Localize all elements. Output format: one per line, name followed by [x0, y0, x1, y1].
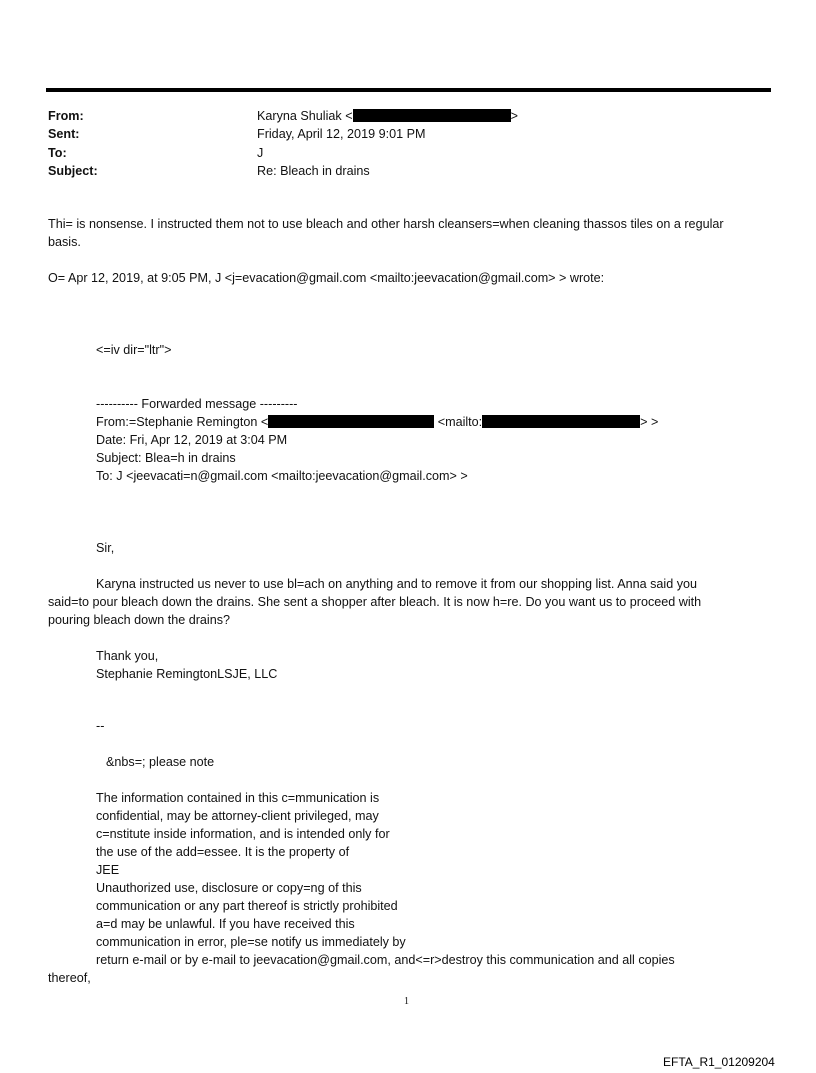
from-row: [48, 107, 768, 125]
forwarded-to: To: J <jeevacati=n@gmail.com <mailto:jeevacation@gmail.com> >: [96, 469, 468, 483]
redaction-bar: [353, 109, 511, 122]
salutation: Sir,: [96, 541, 115, 555]
disclaimer-line: The information contained in this c=mmunication is: [96, 791, 380, 805]
paragraph-line-1: Karyna instructed us never to use bl=ach on anything and to remove it from our shopping list. Anna said you: [96, 577, 698, 591]
div-line: <=iv dir="ltr">: [96, 343, 172, 357]
sent-row: [48, 125, 768, 143]
redaction-bar: [482, 415, 640, 428]
forwarded-separator: ---------- Forwarded message ---------: [96, 397, 298, 411]
forwarded-from: [96, 413, 658, 431]
from-close: >: [510, 109, 518, 123]
sent-label: Sent:: [48, 127, 80, 142]
redaction-bar: [268, 415, 434, 428]
reply-line-1: Thi= is nonsense. I instructed them not to use bleach and other harsh cleansers=when cleaning thassos tiles on a regular: [48, 217, 724, 231]
forwarded-from-mailto: <mailto:: [434, 415, 483, 429]
signature-dashes: --: [96, 719, 105, 733]
paragraph-line-3: pouring bleach down the drains?: [48, 613, 231, 627]
from-label: From:: [48, 109, 84, 123]
disclaimer-line: confidential, may be attorney-client privileged, may: [96, 809, 379, 823]
disclaimer-line: communication or any part thereof is strictly prohibited: [96, 899, 398, 913]
subject-label: Subject:: [48, 163, 98, 178]
thanks: Thank you,: [96, 649, 159, 663]
disclaimer-line: JEE: [96, 863, 120, 877]
disclaimer-line: the use of the add=essee. It is the property of: [96, 845, 350, 859]
from-value: [257, 107, 518, 125]
please-note: &nbs=; please note: [106, 755, 215, 769]
disclaimer-line: c=nstitute inside information, and is intended only for: [96, 827, 390, 841]
sent-value: Friday, April 12, 2019 9:01 PM: [257, 127, 426, 142]
document-id: EFTA_R1_01209204: [663, 1055, 775, 1069]
disclaimer-line: a=d may be unlawful. If you have received this: [96, 917, 355, 931]
paragraph-line-2: said=to pour bleach down the drains. She sent a shopper after bleach. It is now h=re. Do you want us to proceed with: [48, 595, 702, 609]
reply-line-2: basis.: [48, 235, 81, 249]
disclaimer-line: return e-mail or by e-mail to jeevacation@gmail.com, and<=r>destroy this communication and all copies: [96, 953, 675, 967]
from-name: Karyna Shuliak <: [257, 109, 353, 123]
header-rule: [46, 88, 771, 92]
forwarded-from-prefix: From:=Stephanie Remington <: [96, 415, 269, 429]
page-number: 1: [404, 996, 409, 1007]
signature: Stephanie RemingtonLSJE, LLC: [96, 667, 278, 681]
to-label: To:: [48, 145, 67, 160]
forwarded-subject: Subject: Blea=h in drains: [96, 451, 236, 465]
disclaimer-line: communication in error, ple=se notify us immediately by: [96, 935, 406, 949]
subject-row: [48, 162, 768, 180]
email-header: [48, 107, 768, 180]
forwarded-from-close: > >: [640, 415, 659, 429]
subject-value: Re: Bleach in drains: [257, 163, 370, 178]
quote-intro: O= Apr 12, 2019, at 9:05 PM, J <j=evacation@gmail.com <mailto:jeevacation@gmail.com> > wrote:: [48, 271, 605, 285]
to-value: J: [257, 145, 264, 160]
disclaimer-tail: thereof,: [48, 971, 91, 985]
forwarded-date: Date: Fri, Apr 12, 2019 at 3:04 PM: [96, 433, 288, 447]
to-row: [48, 144, 768, 162]
disclaimer-line: Unauthorized use, disclosure or copy=ng of this: [96, 881, 362, 895]
